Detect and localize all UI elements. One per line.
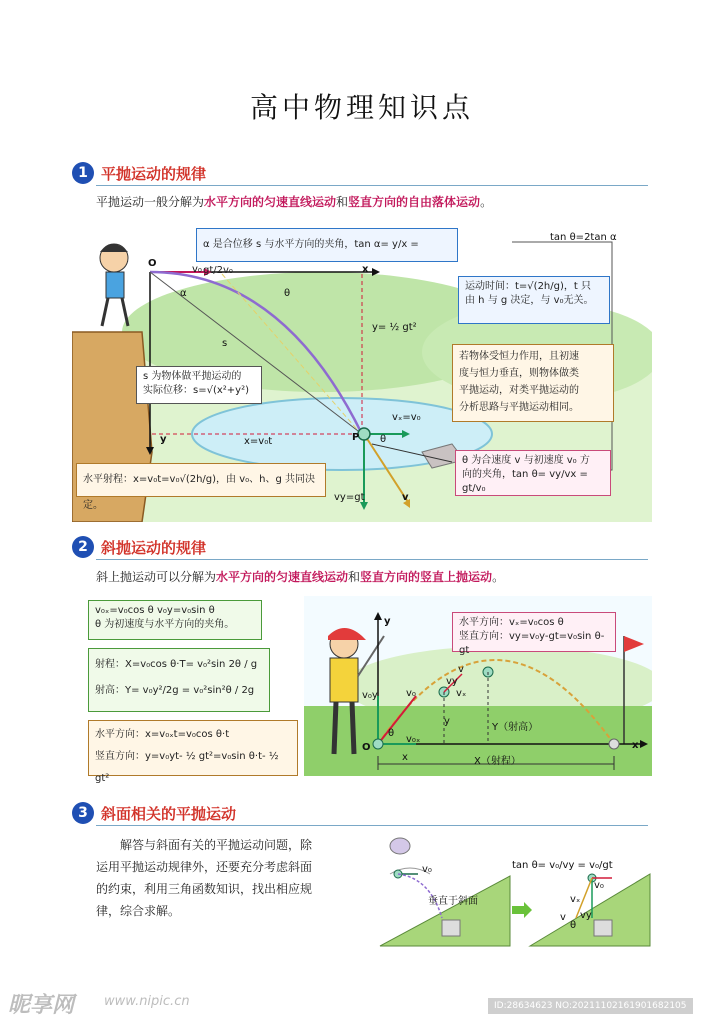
label-v-2: v	[458, 664, 464, 675]
label-y-axis: y	[160, 434, 167, 445]
label-theta: θ	[284, 288, 291, 299]
label-v0: v₀	[192, 264, 202, 275]
velocity-box: 水平方向：vₓ=v₀cos θ 竖直方向：vy=v₀y-gt=v₀sin θ-gt	[452, 612, 616, 652]
label-vx: vₓ=v₀	[392, 412, 421, 423]
page-title: 高中物理知识点	[249, 91, 474, 124]
label-x-small: x	[402, 752, 408, 763]
section-1-divider	[96, 185, 648, 186]
section-2-divider	[96, 559, 648, 560]
watermark-id: ID:28634623 NO:20211102161901682105	[488, 998, 693, 1014]
label-x-axis-2: x	[632, 740, 639, 751]
label-theta-2: θ	[388, 728, 395, 739]
tan-theta-formula: tan θ= v₀/vy = v₀/gt	[512, 860, 613, 871]
range-height-box: 射程：X=v₀cos θ·T= v₀²sin 2θ / g 射高：Y= v₀y²/2g = v₀²sin²θ / 2g	[88, 648, 270, 712]
golfer-figure	[330, 658, 358, 702]
label-vx-3: vₓ	[570, 894, 581, 905]
label-range: X（射程）	[474, 756, 521, 767]
label-vy: vy=gt	[334, 492, 365, 503]
section-2-title: 斜抛运动的规律	[101, 539, 207, 557]
label-max-height: Y（射高）	[492, 722, 539, 733]
label-x-axis: x	[362, 264, 369, 275]
watering-can	[390, 838, 410, 854]
label-vy-2: vy	[446, 676, 458, 687]
label-alpha: α	[180, 288, 187, 299]
section-3-paragraph: 解答与斜面有关的平抛运动问题，除 运用平抛运动规律外，还要充分考虑斜面 的约束，利用三角函数知识，找出相应规 律，综合求解。	[96, 838, 313, 918]
components-box: v₀ₓ=v₀cos θ v₀y=v₀sin θ θ 为初速度与水平方向的夹角。	[88, 600, 262, 640]
label-vx-2: vₓ	[456, 688, 467, 699]
label-perpendicular: 垂直于斜面	[428, 896, 478, 907]
tan-theta-relation: tan θ=2tan α	[550, 232, 617, 243]
label-x-formula: x=v₀t	[244, 436, 273, 447]
label-v0-2: v₀	[406, 688, 416, 699]
displacement-box: s 为物体做平抛运动的 实际位移：s=√(x²+y²)	[136, 366, 262, 404]
section-1-title: 平抛运动的规律	[101, 165, 207, 183]
section-1-badge: 1	[72, 162, 94, 184]
label-origin-2: O	[362, 742, 371, 753]
label-theta-p: θ	[380, 434, 387, 445]
label-y-formula: y= ½ gt²	[372, 322, 417, 333]
label-v0x: v₀ₓ	[406, 734, 421, 745]
watermark-logo: 昵享网	[8, 993, 75, 1018]
kid-figure	[106, 272, 124, 298]
incline-diagram	[370, 826, 652, 950]
alpha-box: α 是合位移 s 与水平方向的夹角，tan α= y/x = gt/2v₀	[196, 228, 458, 262]
label-v0-3: v₀	[422, 864, 432, 875]
label-s: s	[222, 338, 228, 349]
section-2-intro: 斜上抛运动可以分解为水平方向的匀速直线运动和竖直方向的竖直上抛运动。	[96, 570, 505, 584]
label-vy-3: vy	[580, 910, 592, 921]
label-v: v	[402, 492, 409, 503]
theta-box: θ 为合速度 v 与初速度 v₀ 方 向的夹角，tan θ= vy/vx = gt/v₀	[455, 450, 611, 496]
section-2-badge: 2	[72, 536, 94, 558]
ball-p	[358, 428, 370, 440]
section-3-badge: 3	[72, 802, 94, 824]
constant-force-box: 若物体受恒力作用，且初速 度与恒力垂直，则物体做类 平抛运动，对类平抛运动的 分析思路与平抛运动相同。	[452, 344, 614, 422]
range-box: 水平射程：x=v₀t=v₀√(2h/g)，由 v₀、h、g 共同决定。	[76, 463, 326, 497]
section-3-title: 斜面相关的平抛运动	[101, 805, 237, 823]
label-y-axis-2: y	[384, 616, 391, 627]
position-box: 水平方向：x=v₀ₓt=v₀cos θ·t 竖直方向：y=v₀yt- ½ gt²=v₀sin θ·t- ½ gt²	[88, 720, 298, 776]
label-theta-3: θ	[570, 920, 577, 931]
section-1-intro: 平抛运动一般分解为水平方向的匀速直线运动和竖直方向的自由落体运动。	[96, 195, 493, 209]
label-v-3: v	[560, 912, 566, 923]
label-v0y: v₀y	[362, 690, 378, 701]
label-v0-3b: v₀	[594, 880, 604, 891]
next-arrow	[512, 902, 532, 918]
label-p: P	[352, 432, 360, 443]
time-box: 运动时间：t=√(2h/g)，t 只 由 h 与 g 决定，与 v₀无关。	[458, 276, 610, 324]
label-y-small: y	[444, 716, 450, 727]
label-origin: O	[148, 258, 157, 269]
watermark-url: www.nipic.cn	[104, 994, 190, 1009]
